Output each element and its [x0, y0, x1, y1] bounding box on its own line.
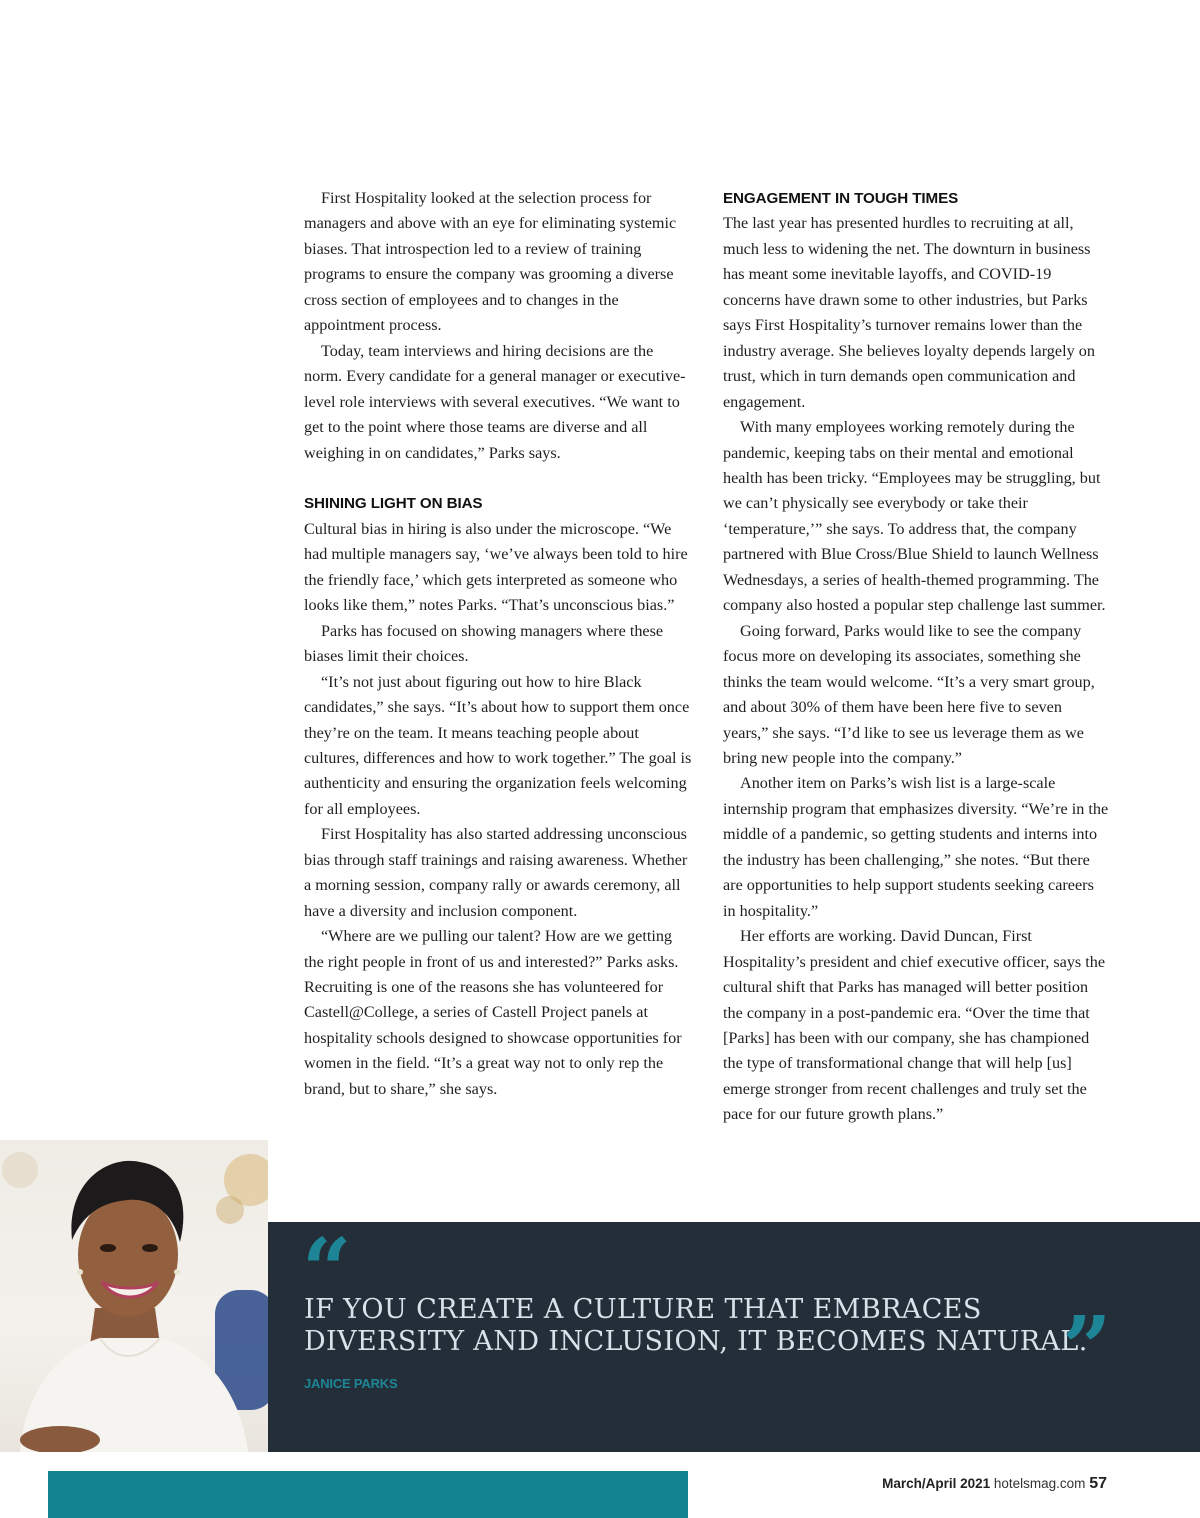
- section-heading: SHINING LIGHT ON BIAS: [304, 495, 483, 513]
- body-paragraph: First Hospitality has also started addressing unconscious bias through staff trainings and raising awareness. Whether a morning session, company rally or awards ceremony, all have a diversity and inclusion component.: [304, 825, 688, 920]
- site-url: hotelsmag.com: [993, 1476, 1086, 1491]
- pull-quote-attribution: JANICE PARKS: [304, 1376, 398, 1391]
- issue-date: March/April 2021: [882, 1476, 991, 1491]
- pull-quote: [304, 1294, 1104, 1358]
- body-paragraph: Another item on Parks’s wish list is a large-scale internship program that emphasizes diversity. “We’re in the middle of a pandemic, so getting students and interns into the industry has been challenging,” she notes. “But there are opportunities to help support students seeking careers in hospitality.”: [723, 774, 1109, 920]
- body-paragraph: Today, team interviews and hiring decisions are the norm. Every candidate for a general manager or executive-level role interviews with several executives. “We want to get to the point where those teams are diverse and all weighing in on candidates,” Parks says.: [304, 341, 686, 462]
- body-paragraph: With many employees working remotely during the pandemic, keeping tabs on their mental and emotional health has been tricky. “Employees may be struggling, but we can’t physically see everybody or take their ‘temperature,’” she says. To address that, the company partnered with Blue Cross/Blue Shield to launch Wellness Wednesdays, a series of health-themed programming. The company also hosted a popular step challenge last summer.: [723, 418, 1106, 615]
- section-heading: ENGAGEMENT IN TOUGH TIMES: [723, 190, 959, 207]
- close-quote-icon: ”: [1062, 1298, 1112, 1399]
- body-paragraph: “It’s not just about figuring out how to hire Black candidates,” she says. “It’s about how to support them once they’re on the team. It means teaching people about cultures, differences and how to work together.” The goal is authenticity and ensuring the organization feels welcoming for all employees.: [304, 672, 692, 818]
- body-paragraph: First Hospitality looked at the selection process for managers and above with an eye for eliminating systemic biases. That introspection led to a review of training programs to ensure the company was grooming a diverse cross section of employees and to changes in the appointment process.: [304, 189, 677, 335]
- body-paragraph: Her efforts are working. David Duncan, First Hospitality’s president and chief executive officer, says the cultural shift that Parks has managed will better position the company in a post-pandemic era. “Over the time that [Parks] has been with our company, she has championed the type of transformational change that will help [us] emerge stronger from recent challenges and truly set the pace for our future growth plans.”: [723, 927, 1106, 1124]
- pull-quote-line: DIVERSITY AND INCLUSION, IT BECOMES NATURAL.: [304, 1326, 1088, 1357]
- body-paragraph: “Where are we pulling our talent? How are we getting the right people in front of us and interested?” Parks asks. Recruiting is one of the reasons she has volunteered for Castell@College, a series of Castell Project panels at hospitality schools designed to showcase opportunities for women in the field. “It’s a great way not to only rep the brand, but to share,” she says.: [304, 927, 682, 1098]
- portrait-photo: [0, 1140, 268, 1452]
- footer-accent-bar: [48, 1471, 688, 1518]
- body-paragraph: Parks has focused on showing managers where these biases limit their choices.: [304, 621, 664, 666]
- article-right-column: [723, 186, 1109, 1128]
- portrait-illustration: [0, 1140, 268, 1452]
- body-paragraph: The last year has presented hurdles to recruiting at all, much less to widening the net. The downturn in business has meant some inevitable layoffs, and COVID-19 concerns have drawn some to other industries, but Parks says First Hospitality’s turnover remains lower than the industry average. She believes loyalty depends largely on trust, which in turn demands open communication and engagement.: [723, 214, 1095, 411]
- page-folio: [882, 1475, 1107, 1493]
- page-number: 57: [1089, 1475, 1107, 1492]
- body-paragraph: Cultural bias in hiring is also under the microscope. “We had multiple managers say, ‘we’ve always been told to hire the friendly face,’ which gets interpreted as someone who looks like them,” notes Parks. “That’s unconscious bias.”: [304, 519, 688, 615]
- article-left-column: [304, 186, 694, 1102]
- body-paragraph: Going forward, Parks would like to see the company focus more on developing its associates, something she thinks the team would welcome. “It’s a very smart group, and about 30% of them have been here five to seven years,” she says. “I’d like to see us leverage them as we bring new people into the company.”: [723, 621, 1095, 767]
- pull-quote-line: IF YOU CREATE A CULTURE THAT EMBRACES: [304, 1294, 982, 1325]
- open-quote-icon: “: [302, 1220, 352, 1321]
